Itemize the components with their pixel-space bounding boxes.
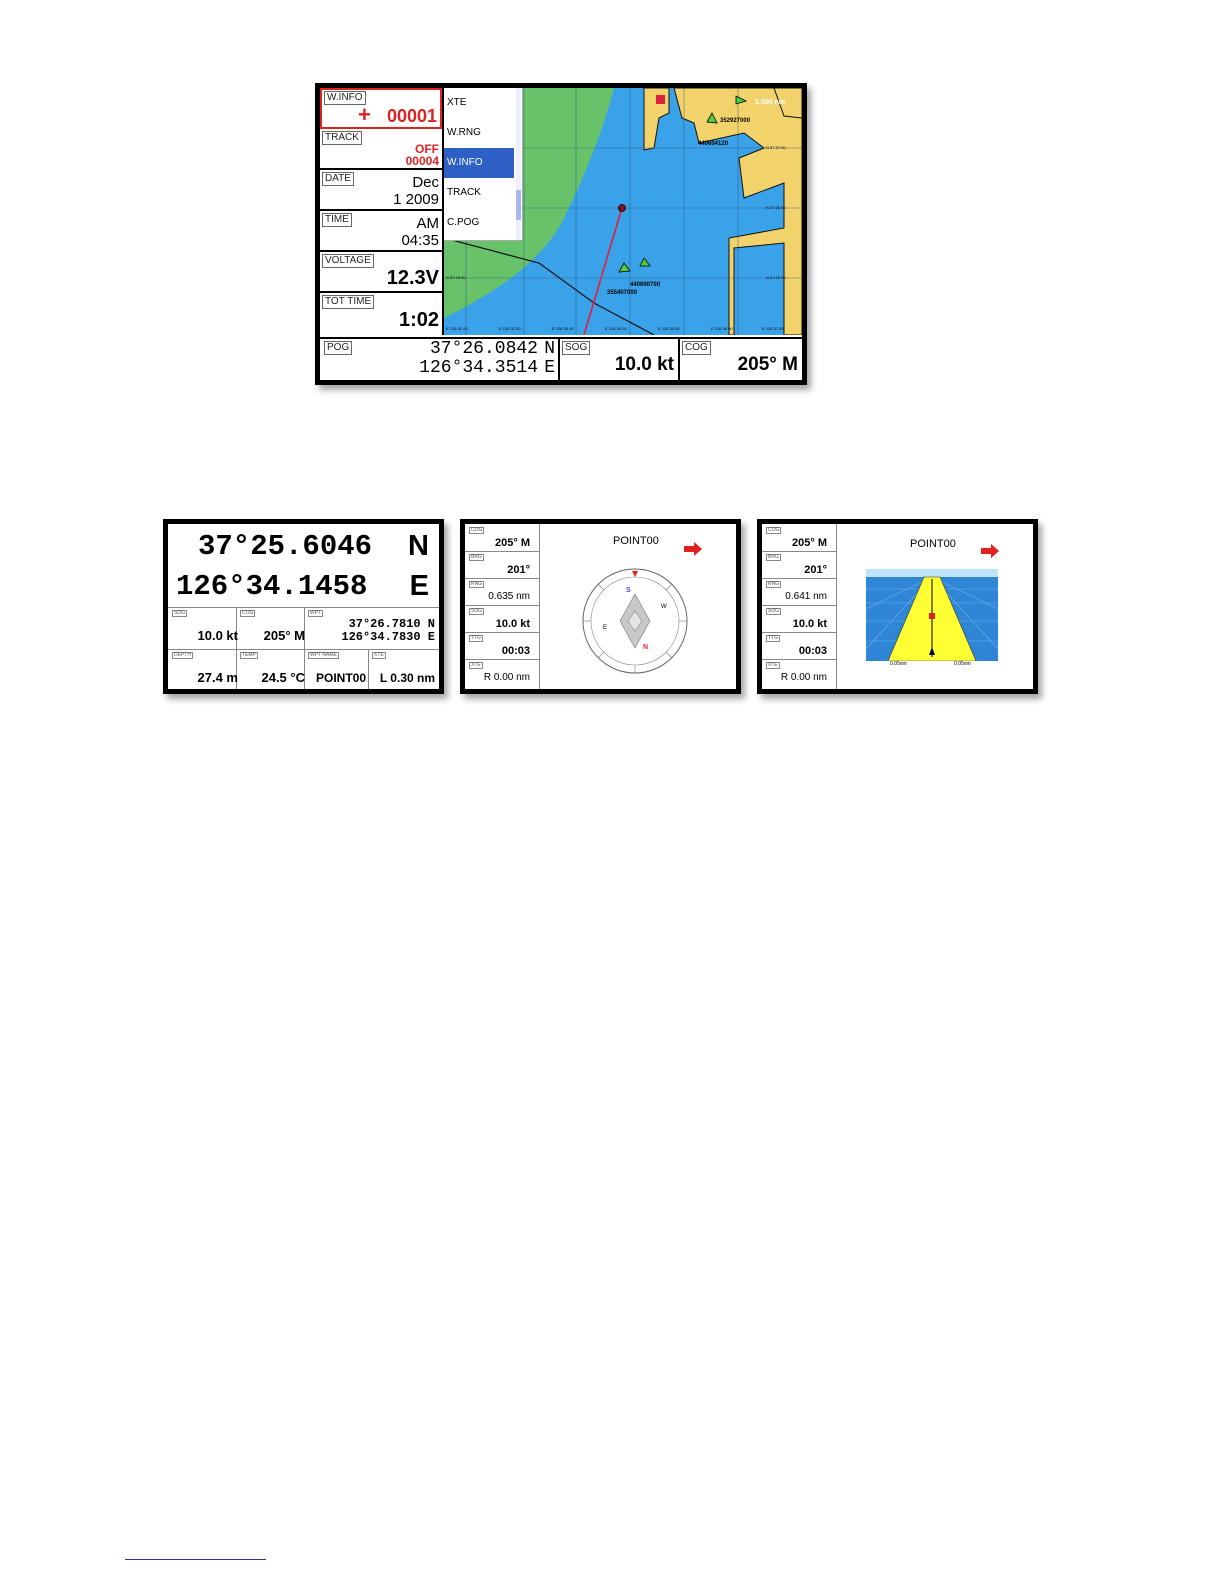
xte-value: L 0.30 nm xyxy=(379,671,435,685)
rng-value: 0.635 nm xyxy=(488,591,530,602)
scale-left: 0.05nm xyxy=(890,661,907,667)
direction-arrow-icon xyxy=(684,542,704,556)
tot-time-value: 1:02 xyxy=(398,309,439,331)
track-value: 00004 xyxy=(405,154,439,168)
time-ampm: AM xyxy=(416,215,439,232)
pog-lat-hemi: N xyxy=(544,339,555,359)
divider xyxy=(762,551,836,552)
lat-tick: N 37 25 00 xyxy=(446,275,466,280)
date-label: DATE xyxy=(322,172,354,186)
sog-value: 10.0 kt xyxy=(495,618,530,630)
menu-item-cpog[interactable]: C.POG xyxy=(447,217,480,228)
bottom-data-bar xyxy=(320,337,802,383)
menu-item-wrng[interactable]: W.RNG xyxy=(447,127,481,138)
xte-label: XTE xyxy=(471,662,481,668)
ttg-label: TTG xyxy=(471,635,481,641)
xte-label: XTE xyxy=(374,652,384,658)
temp-label: TEMP xyxy=(242,652,256,658)
pog-cell xyxy=(320,339,560,383)
cog-value: 205° M xyxy=(792,537,827,549)
compass-w: W xyxy=(661,604,667,610)
lon-tick: E 126 31 00 xyxy=(446,326,468,331)
position-lon: 126°34.1458 xyxy=(176,570,368,603)
highway-view xyxy=(866,569,998,661)
target-label: 352927000 xyxy=(720,118,751,124)
data-field-menu[interactable] xyxy=(444,88,523,241)
divider xyxy=(465,551,539,552)
position-lat: 37°25.6046 xyxy=(198,530,373,563)
cog-value: 205° M xyxy=(737,354,798,375)
sog-label: SOG xyxy=(174,610,186,616)
menu-item-track[interactable]: TRACK xyxy=(447,187,481,198)
winfo-value: 00001 xyxy=(386,106,437,126)
winfo-cell[interactable] xyxy=(320,88,442,129)
position-lon-hemi: E xyxy=(409,570,429,602)
xte-label: XTE xyxy=(768,662,778,668)
divider xyxy=(465,605,539,606)
cog-value: 205° M xyxy=(263,628,305,643)
waypoint-marker[interactable] xyxy=(619,205,626,212)
target-label: 440600700 xyxy=(630,282,661,288)
menu-item-xte[interactable]: XTE xyxy=(447,97,467,108)
highway-steering-screen xyxy=(757,519,1038,694)
divider xyxy=(539,524,540,689)
time-cell xyxy=(320,211,442,252)
wpt-name-value: POINT00 xyxy=(315,671,366,685)
tot-time-cell xyxy=(320,293,442,335)
position-lat-hemi: N xyxy=(408,530,429,562)
scale-right: 0.05nm xyxy=(954,661,971,667)
time-label: TIME xyxy=(322,213,352,227)
lon-tick: E 126 33 00 xyxy=(552,326,574,331)
divider xyxy=(368,649,369,689)
voltage-value: 12.3V xyxy=(386,267,439,289)
sog-value: 10.0 kt xyxy=(197,628,238,643)
sog-value: 10.0 kt xyxy=(792,618,827,630)
chartplotter-main-screen xyxy=(315,83,807,385)
rng-label: RNG xyxy=(768,581,780,587)
lon-tick: E 126 34 00 xyxy=(605,326,627,331)
pog-lat: 37°26.0842 xyxy=(429,339,538,359)
depth-value: 27.4 m xyxy=(197,670,238,685)
xte-value: R 0.00 nm xyxy=(483,672,530,683)
xte-value: R 0.00 nm xyxy=(780,672,827,683)
vessel-marker-icon xyxy=(656,95,665,104)
cog-label: COG xyxy=(242,610,254,616)
wpt-lon: 126°34.7830 E xyxy=(341,630,435,644)
divider xyxy=(762,632,836,633)
date-month: Dec xyxy=(412,174,439,191)
voltage-label: VOLTAGE xyxy=(322,254,374,268)
cog-label: COG xyxy=(768,527,780,533)
track-label: TRACK xyxy=(322,131,362,145)
divider xyxy=(762,578,836,579)
sog-label: SOG xyxy=(768,608,780,614)
lon-tick: E 126 37 00 xyxy=(762,326,784,331)
waypoint-title: POINT00 xyxy=(910,538,956,550)
sog-label: SOG xyxy=(471,608,483,614)
sog-label: SOG xyxy=(562,341,590,355)
compass-s: S xyxy=(626,587,631,594)
wpt-lat: 37°26.7810 N xyxy=(348,617,435,631)
ttg-value: 00:03 xyxy=(501,645,530,657)
target-label: 440604120 xyxy=(698,141,729,147)
menu-item-winfo[interactable]: W.INFO xyxy=(444,148,514,178)
pog-label: POG xyxy=(324,341,352,355)
footnote-separator xyxy=(125,1559,266,1560)
chart-scale: 1.000 nm xyxy=(755,99,785,106)
menu-scroll-thumb[interactable] xyxy=(516,190,521,220)
winfo-label: W.INFO xyxy=(324,91,366,105)
waypoint-title: POINT00 xyxy=(613,535,659,547)
divider xyxy=(465,659,539,660)
divider xyxy=(762,605,836,606)
lon-tick: E 126 32 00 xyxy=(499,326,521,331)
cog-label: COG xyxy=(682,341,711,355)
compass-steering-screen xyxy=(460,519,741,694)
lat-tick: N 37 27 00 xyxy=(766,145,786,150)
sog-value: 10.0 kt xyxy=(614,354,674,375)
position-screen xyxy=(163,519,444,694)
brg-value: 201° xyxy=(804,564,827,576)
pog-lon: 126°34.3514 xyxy=(419,358,538,378)
info-panel xyxy=(320,88,444,335)
cog-label: COG xyxy=(471,527,483,533)
track-cell[interactable] xyxy=(320,129,442,170)
ttg-label: TTG xyxy=(768,635,778,641)
time-value: 04:35 xyxy=(401,232,439,249)
brg-label: BRG xyxy=(768,554,779,560)
lat-tick: N 37 26 00 xyxy=(766,205,786,210)
lon-tick: E 126 35 00 xyxy=(658,326,680,331)
brg-label: BRG xyxy=(471,554,482,560)
date-cell xyxy=(320,170,442,211)
temp-value: 24.5 °C xyxy=(261,670,305,685)
wpt-name-label: WPT NAME xyxy=(310,652,337,658)
rng-value: 0.641 nm xyxy=(785,591,827,602)
tot-time-label: TOT TIME xyxy=(322,295,374,309)
rng-label: RNG xyxy=(471,581,483,587)
divider xyxy=(465,578,539,579)
brg-value: 201° xyxy=(507,564,530,576)
divider xyxy=(465,632,539,633)
cog-cell xyxy=(680,339,802,383)
cog-value: 205° M xyxy=(495,537,530,549)
ttg-value: 00:03 xyxy=(798,645,827,657)
direction-arrow-icon xyxy=(981,544,1001,558)
sog-cell xyxy=(560,339,680,383)
divider xyxy=(762,659,836,660)
divider xyxy=(836,524,837,689)
wpt-label: WPT xyxy=(310,610,322,616)
waypoint-cross-icon: + xyxy=(358,102,371,127)
lat-tick: N 37 25 00 xyxy=(766,275,786,280)
pog-lon-hemi: E xyxy=(544,358,555,378)
voltage-cell xyxy=(320,252,442,293)
lon-tick: E 126 36 00 xyxy=(711,326,733,331)
target-label: 355407000 xyxy=(607,290,638,296)
compass-n: N xyxy=(643,644,649,651)
compass-e: E xyxy=(603,625,608,631)
date-day-year: 1 2009 xyxy=(393,191,439,208)
depth-label: DEPTH xyxy=(174,652,191,658)
compass-dial xyxy=(580,566,690,676)
track-status: OFF xyxy=(415,142,439,156)
